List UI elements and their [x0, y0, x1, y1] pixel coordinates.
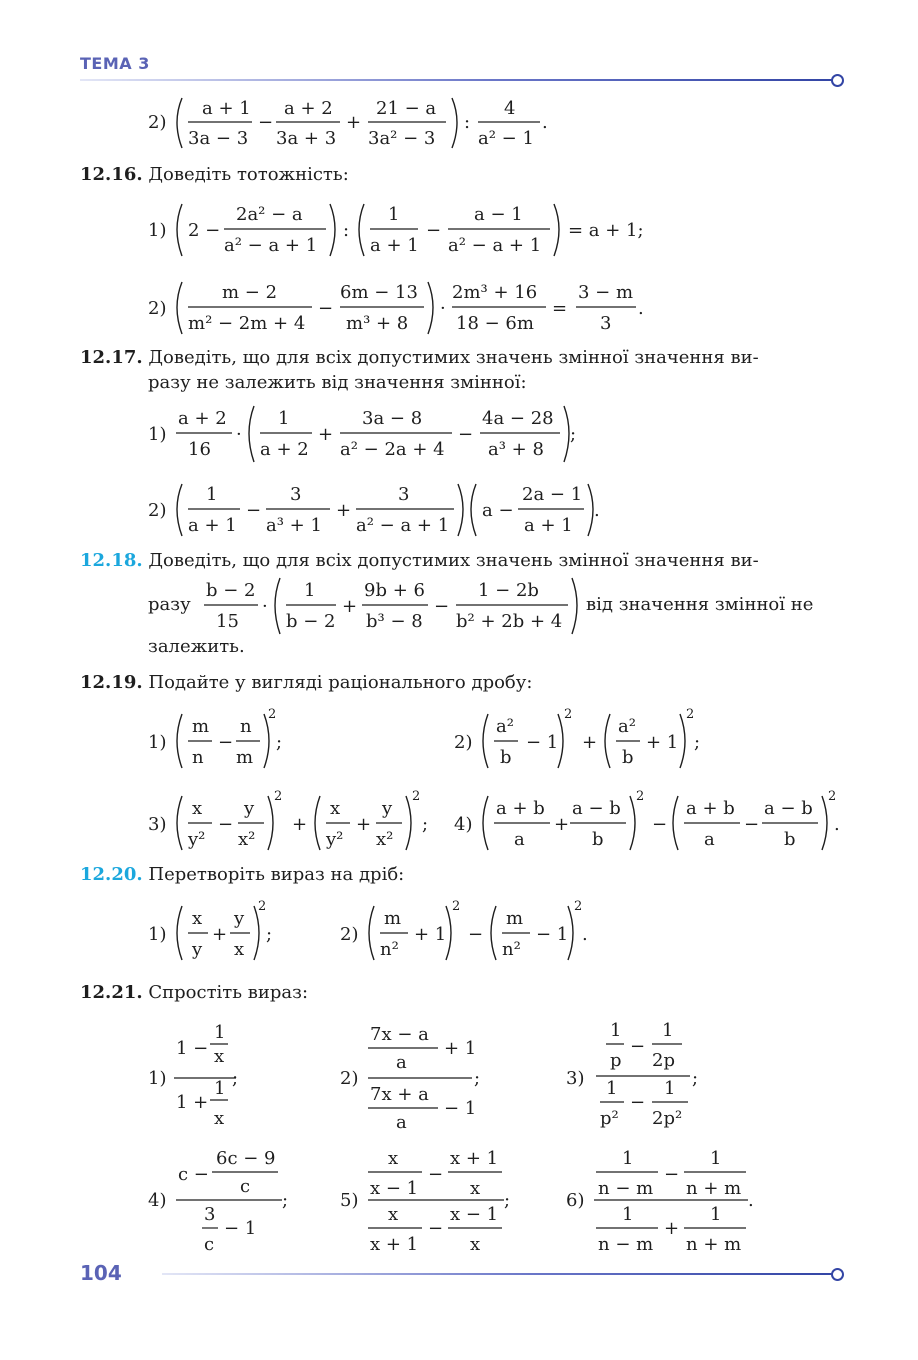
svg-text::: :: [343, 220, 350, 241]
svg-text:3a − 3: 3a − 3: [188, 128, 249, 149]
svg-text:;: ;: [570, 424, 577, 445]
svg-text:4): 4): [454, 814, 473, 835]
svg-text::: :: [464, 112, 471, 133]
svg-text:16: 16: [188, 439, 211, 460]
svg-text:1): 1): [148, 220, 167, 241]
problem-text: Спростіть вираз:: [148, 982, 309, 1003]
svg-text:1): 1): [148, 924, 167, 945]
svg-text:1): 1): [148, 1068, 167, 1089]
svg-text:x²: x²: [238, 829, 256, 850]
svg-text:n²: n²: [380, 939, 399, 960]
svg-text:a + b: a + b: [686, 798, 735, 819]
svg-text:−: −: [744, 814, 760, 835]
svg-text:1: 1: [214, 1078, 226, 1099]
svg-text:;: ;: [422, 814, 429, 835]
svg-text:2a² − a: 2a² − a: [236, 204, 303, 225]
svg-text:1): 1): [148, 732, 167, 753]
expr-12-19-1: [148, 708, 308, 776]
svg-text:b: b: [622, 747, 634, 768]
svg-text:1): 1): [148, 424, 167, 445]
svg-text:a²: a²: [618, 716, 636, 737]
svg-text:2): 2): [148, 112, 167, 133]
svg-text:;: ;: [474, 1068, 481, 1089]
expr-12-21-1: [148, 1020, 268, 1136]
svg-text:4: 4: [504, 98, 516, 119]
svg-text:m: m: [236, 747, 254, 768]
svg-text:− 1: − 1: [444, 1098, 477, 1119]
svg-text:c: c: [204, 1234, 215, 1255]
svg-text:m³ + 8: m³ + 8: [346, 313, 409, 334]
svg-text:1: 1: [622, 1204, 634, 1225]
svg-text:1: 1: [610, 1020, 622, 1041]
problem-12-17-line2: разу не залежить від значення змінної:: [148, 372, 527, 393]
svg-text:a²: a²: [496, 716, 514, 737]
svg-text:−: −: [664, 1164, 680, 1185]
svg-text:a² − 2a + 4: a² − 2a + 4: [340, 439, 445, 460]
svg-text:7x − a: 7x − a: [370, 1024, 429, 1045]
svg-text:3a − 8: 3a − 8: [362, 408, 423, 429]
svg-text:;: ;: [266, 924, 273, 945]
svg-text:2: 2: [268, 707, 277, 722]
svg-text:+ 1: + 1: [414, 924, 447, 945]
svg-text:p²: p²: [600, 1108, 619, 1129]
svg-text:3): 3): [148, 814, 167, 835]
svg-text:+: +: [356, 814, 372, 835]
svg-text:+ 1: + 1: [444, 1038, 477, 1059]
svg-text:9b + 6: 9b + 6: [364, 580, 425, 601]
svg-text:a + 2: a + 2: [284, 98, 333, 119]
svg-text:;: ;: [694, 732, 701, 753]
svg-text:a + 2: a + 2: [260, 439, 309, 460]
svg-text:.: .: [638, 298, 644, 319]
svg-text:a: a: [396, 1112, 407, 1133]
svg-text:x: x: [234, 939, 245, 960]
expr-12-15-2: [148, 92, 568, 156]
svg-text:n + m: n + m: [686, 1234, 742, 1255]
svg-text:=: =: [552, 298, 568, 319]
svg-text:2): 2): [148, 500, 167, 521]
problem-12-18-tail: від значення змінної не: [586, 594, 814, 615]
svg-text:+: +: [346, 112, 362, 133]
svg-text:5): 5): [340, 1190, 359, 1211]
svg-text:a − b: a − b: [572, 798, 621, 819]
problem-text: Перетворіть вираз на дріб:: [148, 864, 405, 885]
svg-text:;: ;: [232, 1068, 239, 1089]
svg-text:b² + 2b + 4: b² + 2b + 4: [456, 611, 563, 632]
svg-text:.: .: [748, 1190, 754, 1211]
svg-text:.: .: [594, 500, 600, 521]
expr-12-19-3: [148, 790, 448, 858]
svg-text:x: x: [214, 1108, 225, 1129]
svg-text:c: c: [240, 1176, 251, 1197]
svg-text:b − 2: b − 2: [286, 611, 336, 632]
expr-12-21-6: [566, 1144, 766, 1260]
svg-text:−: −: [218, 814, 234, 835]
svg-text:+: +: [292, 814, 308, 835]
svg-text:1: 1: [304, 580, 316, 601]
svg-text:;: ;: [504, 1190, 511, 1211]
svg-text:a² − a + 1: a² − a + 1: [224, 235, 318, 256]
expr-12-16-1: [148, 198, 668, 264]
topic-header: ТЕМА 3: [80, 54, 150, 73]
svg-text:+: +: [212, 924, 228, 945]
svg-text:−: −: [468, 924, 484, 945]
problem-12-18-line3: залежить.: [148, 636, 245, 657]
problem-text: Доведіть тотожність:: [148, 164, 349, 185]
svg-text:a² − 1: a² − 1: [478, 128, 534, 149]
svg-text:3: 3: [290, 484, 302, 505]
problem-12-18-word: разу: [148, 594, 191, 615]
svg-text:·: ·: [236, 424, 242, 445]
svg-text:+: +: [318, 424, 334, 445]
svg-text:2): 2): [148, 298, 167, 319]
header-rule: [80, 79, 832, 81]
svg-text:4a − 28: 4a − 28: [482, 408, 554, 429]
svg-text:a + 2: a + 2: [178, 408, 227, 429]
expr-12-20-2: [340, 900, 610, 968]
svg-text:y²: y²: [326, 829, 344, 850]
svg-text:7x + a: 7x + a: [370, 1084, 429, 1105]
svg-text:y: y: [192, 939, 203, 960]
svg-text:2: 2: [828, 789, 837, 804]
svg-text:·: ·: [262, 596, 268, 617]
svg-text:6c − 9: 6c − 9: [216, 1148, 276, 1169]
svg-text:n: n: [192, 747, 204, 768]
svg-text:1: 1: [710, 1204, 722, 1225]
svg-text:2: 2: [258, 899, 267, 914]
svg-text:−: −: [258, 112, 274, 133]
svg-text:2p²: 2p²: [652, 1108, 683, 1129]
svg-text:n²: n²: [502, 939, 521, 960]
expr-12-20-1: [148, 900, 308, 968]
svg-text:x + 1: x + 1: [370, 1234, 419, 1255]
problem-text: Подайте у вигляді раціонального дробу:: [148, 672, 533, 693]
problem-12-18: [80, 548, 846, 573]
svg-text:a + 1: a + 1: [370, 235, 419, 256]
problem-number: 12.17.: [80, 347, 143, 368]
svg-text:6m − 13: 6m − 13: [340, 282, 418, 303]
svg-text:m − 2: m − 2: [222, 282, 278, 303]
svg-text:− 1: − 1: [526, 732, 559, 753]
svg-text:−: −: [630, 1092, 646, 1113]
svg-text:.: .: [834, 814, 840, 835]
svg-text:−: −: [428, 1164, 444, 1185]
header-rule-end-circle: [831, 74, 844, 87]
problem-12-20: [80, 862, 404, 887]
svg-text:2 −: 2 −: [188, 220, 221, 241]
svg-text:;: ;: [692, 1068, 699, 1089]
svg-text:x + 1: x + 1: [450, 1148, 499, 1169]
svg-text:a: a: [704, 829, 715, 850]
svg-text:3: 3: [600, 313, 612, 334]
svg-text:1: 1: [606, 1078, 618, 1099]
svg-text:a: a: [396, 1052, 407, 1073]
svg-text:x: x: [330, 798, 341, 819]
svg-text:;: ;: [282, 1190, 289, 1211]
svg-text:b³ − 8: b³ − 8: [366, 611, 423, 632]
svg-text:2): 2): [340, 924, 359, 945]
expr-12-21-2: [340, 1020, 500, 1136]
svg-text:y²: y²: [188, 829, 206, 850]
svg-text:1: 1: [278, 408, 290, 429]
svg-text:a − b: a − b: [764, 798, 813, 819]
svg-text:3a² − 3: 3a² − 3: [368, 128, 436, 149]
svg-text:c −: c −: [178, 1164, 209, 1185]
svg-text:;: ;: [276, 732, 283, 753]
problem-text: Доведіть, що для всіх допустимих значень змінної значення ви-: [148, 347, 759, 368]
svg-text:2: 2: [412, 789, 421, 804]
svg-text:a + b: a + b: [496, 798, 545, 819]
svg-text:1: 1: [662, 1020, 674, 1041]
svg-text:n + m: n + m: [686, 1178, 742, 1199]
svg-text:m: m: [506, 908, 524, 929]
svg-text:n − m: n − m: [598, 1178, 654, 1199]
svg-text:b: b: [500, 747, 512, 768]
svg-text:2: 2: [274, 789, 283, 804]
problem-12-17: [80, 345, 846, 370]
svg-text:m: m: [192, 716, 210, 737]
svg-text:1: 1: [214, 1022, 226, 1043]
svg-text:a + 1: a + 1: [188, 515, 237, 536]
svg-text:6): 6): [566, 1190, 585, 1211]
problem-number: 12.18.: [80, 550, 143, 571]
svg-text:y: y: [382, 798, 393, 819]
svg-text:x − 1: x − 1: [450, 1204, 499, 1225]
svg-text:1: 1: [206, 484, 218, 505]
svg-text:n − m: n − m: [598, 1234, 654, 1255]
svg-text:1: 1: [664, 1078, 676, 1099]
svg-text:1: 1: [622, 1148, 634, 1169]
problem-number: 12.20.: [80, 864, 143, 885]
svg-text:3a + 3: 3a + 3: [276, 128, 337, 149]
svg-text:x − 1: x − 1: [370, 1178, 419, 1199]
svg-text:−: −: [458, 424, 474, 445]
svg-text:+: +: [582, 732, 598, 753]
svg-text:−: −: [218, 732, 234, 753]
svg-text:= a + 1;: = a + 1;: [568, 220, 644, 241]
svg-text:1 +: 1 +: [176, 1092, 209, 1113]
problem-12-16: [80, 162, 349, 187]
svg-text:−: −: [630, 1036, 646, 1057]
svg-text:y: y: [234, 908, 245, 929]
svg-text:3): 3): [566, 1068, 585, 1089]
svg-text:b: b: [592, 829, 604, 850]
svg-text:1: 1: [710, 1148, 722, 1169]
svg-text:x: x: [388, 1148, 399, 1169]
svg-text:2: 2: [452, 899, 461, 914]
svg-text:2): 2): [454, 732, 473, 753]
svg-text:a + 1: a + 1: [524, 515, 573, 536]
svg-text:3 − m: 3 − m: [578, 282, 634, 303]
svg-text:−: −: [428, 1218, 444, 1239]
svg-text:3: 3: [204, 1204, 216, 1225]
expr-12-21-3: [566, 1016, 726, 1136]
svg-text:−: −: [426, 220, 442, 241]
svg-text:2: 2: [574, 899, 583, 914]
svg-text:.: .: [542, 112, 548, 133]
svg-text:−: −: [246, 500, 262, 521]
svg-text:2: 2: [636, 789, 645, 804]
svg-text:a + 1: a + 1: [202, 98, 251, 119]
expr-12-21-5: [340, 1144, 520, 1260]
problem-12-19: [80, 670, 532, 695]
svg-text:a² − a + 1: a² − a + 1: [448, 235, 542, 256]
svg-text:x: x: [470, 1234, 481, 1255]
svg-text:3: 3: [398, 484, 410, 505]
svg-text:1: 1: [388, 204, 400, 225]
svg-text:2: 2: [686, 707, 695, 722]
problem-number: 12.16.: [80, 164, 143, 185]
expr-12-19-4: [454, 790, 854, 858]
svg-text:− 1: − 1: [536, 924, 569, 945]
footer-rule: [162, 1273, 832, 1275]
problem-number: 12.19.: [80, 672, 143, 693]
svg-text:y: y: [244, 798, 255, 819]
svg-text:2a − 1: 2a − 1: [522, 484, 583, 505]
svg-text:x: x: [470, 1178, 481, 1199]
svg-text:−: −: [318, 298, 334, 319]
svg-text:+: +: [664, 1218, 680, 1239]
svg-text:b − 2: b − 2: [206, 580, 256, 601]
expr-12-21-4: [148, 1144, 308, 1260]
svg-text:+: +: [554, 814, 570, 835]
svg-text:a³ + 1: a³ + 1: [266, 515, 322, 536]
svg-text:m: m: [384, 908, 402, 929]
svg-text:2): 2): [340, 1068, 359, 1089]
svg-text:4): 4): [148, 1190, 167, 1211]
svg-text:18 − 6m: 18 − 6m: [456, 313, 534, 334]
svg-text:a − 1: a − 1: [474, 204, 523, 225]
svg-text:b: b: [784, 829, 796, 850]
svg-text:x: x: [192, 798, 203, 819]
expr-12-16-2: [148, 276, 668, 342]
svg-text:+ 1: + 1: [646, 732, 679, 753]
svg-text:− 1: − 1: [224, 1218, 257, 1239]
svg-text:p: p: [610, 1050, 622, 1071]
svg-text:−: −: [652, 814, 668, 835]
svg-text:+: +: [336, 500, 352, 521]
svg-text:n: n: [240, 716, 252, 737]
svg-text:a: a: [514, 829, 525, 850]
expr-12-17-1: [148, 402, 608, 468]
svg-text:15: 15: [216, 611, 239, 632]
problem-12-21: [80, 980, 308, 1005]
svg-text:m² − 2m + 4: m² − 2m + 4: [188, 313, 306, 334]
footer-rule-end-circle: [831, 1268, 844, 1281]
svg-text:·: ·: [440, 298, 446, 319]
svg-text:x²: x²: [376, 829, 394, 850]
problem-text: Доведіть, що для всіх допустимих значень змінної значення ви-: [148, 550, 759, 571]
svg-text:x: x: [388, 1204, 399, 1225]
expr-12-18: [200, 574, 590, 640]
expr-12-19-2: [454, 708, 714, 776]
svg-text:1 − 2b: 1 − 2b: [478, 580, 539, 601]
expr-12-17-2: [148, 478, 618, 544]
svg-text:2m³ + 16: 2m³ + 16: [452, 282, 538, 303]
svg-text:2p: 2p: [652, 1050, 675, 1071]
svg-text:a² − a + 1: a² − a + 1: [356, 515, 450, 536]
problem-number: 12.21.: [80, 982, 143, 1003]
svg-text:21 − a: 21 − a: [376, 98, 437, 119]
svg-text:+: +: [342, 596, 358, 617]
svg-text:x: x: [192, 908, 203, 929]
page-number: 104: [80, 1261, 122, 1285]
svg-text:a −: a −: [482, 500, 514, 521]
svg-text:.: .: [582, 924, 588, 945]
svg-text:a³ + 8: a³ + 8: [488, 439, 544, 460]
svg-text:1 −: 1 −: [176, 1038, 209, 1059]
svg-text:−: −: [434, 596, 450, 617]
svg-text:x: x: [214, 1046, 225, 1067]
svg-text:2: 2: [564, 707, 573, 722]
